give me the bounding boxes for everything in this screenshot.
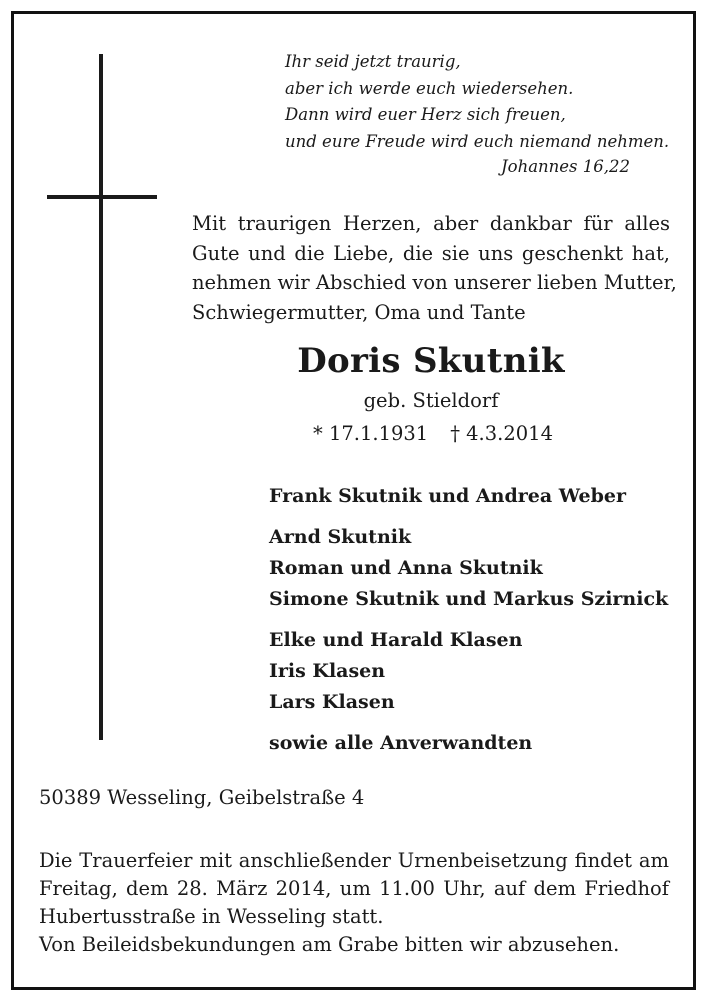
- notice-line: Die Trauerfeier mit anschließender Urnenbeisetzung findet am: [39, 849, 669, 872]
- cross-vertical-bar: [99, 54, 103, 740]
- deceased-name: Doris Skutnik: [297, 341, 565, 381]
- mourner-group: [269, 728, 668, 759]
- verse-line: und eure Freude wird euch niemand nehmen.: [285, 131, 670, 151]
- birth-date: * 17.1.1931: [313, 422, 429, 445]
- intro-line: nehmen wir Abschied von unserer lieben Mutter,: [192, 271, 677, 294]
- notice-line: Von Beileidsbekundungen am Grabe bitten wir abzusehen.: [39, 933, 620, 956]
- mourner-name: Iris Klasen: [269, 660, 386, 682]
- life-dates: [313, 422, 553, 445]
- mourner-name: Frank Skutnik und Andrea Weber: [269, 485, 627, 507]
- intro-line: Schwiegermutter, Oma und Tante: [192, 300, 526, 324]
- verse-line: Ihr seid jetzt traurig,: [285, 52, 461, 71]
- family-address: 50389 Wesseling, Geibelstraße 4: [39, 786, 365, 809]
- mourner-name: sowie alle Anverwandten: [269, 732, 533, 754]
- mourner-group: [269, 625, 668, 718]
- verse-line: aber ich werde euch wiedersehen.: [285, 78, 574, 98]
- notice-line: Freitag, dem 28. März 2014, um 11.00 Uhr, auf dem Friedhof: [39, 877, 669, 900]
- maiden-name: geb. Stieldorf: [363, 389, 499, 412]
- mourners-list: [269, 481, 668, 769]
- mourner-name: Simone Skutnik und Markus Szirnick: [269, 588, 669, 610]
- verse-line: Dann wird euer Herz sich freuen,: [285, 105, 566, 124]
- mourner-name: Arnd Skutnik: [269, 526, 412, 548]
- mourner-group: [269, 481, 668, 512]
- mourner-name: Roman und Anna Skutnik: [269, 557, 543, 579]
- death-date: † 4.3.2014: [450, 422, 553, 445]
- intro-line: Mit traurigen Herzen, aber dankbar für alles: [192, 212, 670, 235]
- bible-verse: [285, 49, 669, 155]
- mourner-name: Elke und Harald Klasen: [269, 629, 523, 651]
- intro-line: Gute und die Liebe, die sie uns geschenkt hat,: [192, 241, 670, 265]
- verse-reference: Johannes 16,22: [501, 157, 630, 176]
- intro-text: [192, 209, 677, 327]
- funeral-notice: [39, 847, 669, 959]
- cross-horizontal-bar: [47, 195, 157, 199]
- mourner-name: Lars Klasen: [269, 691, 395, 713]
- mourner-group: [269, 522, 668, 615]
- notice-line: Hubertusstraße in Wesseling statt.: [39, 905, 384, 928]
